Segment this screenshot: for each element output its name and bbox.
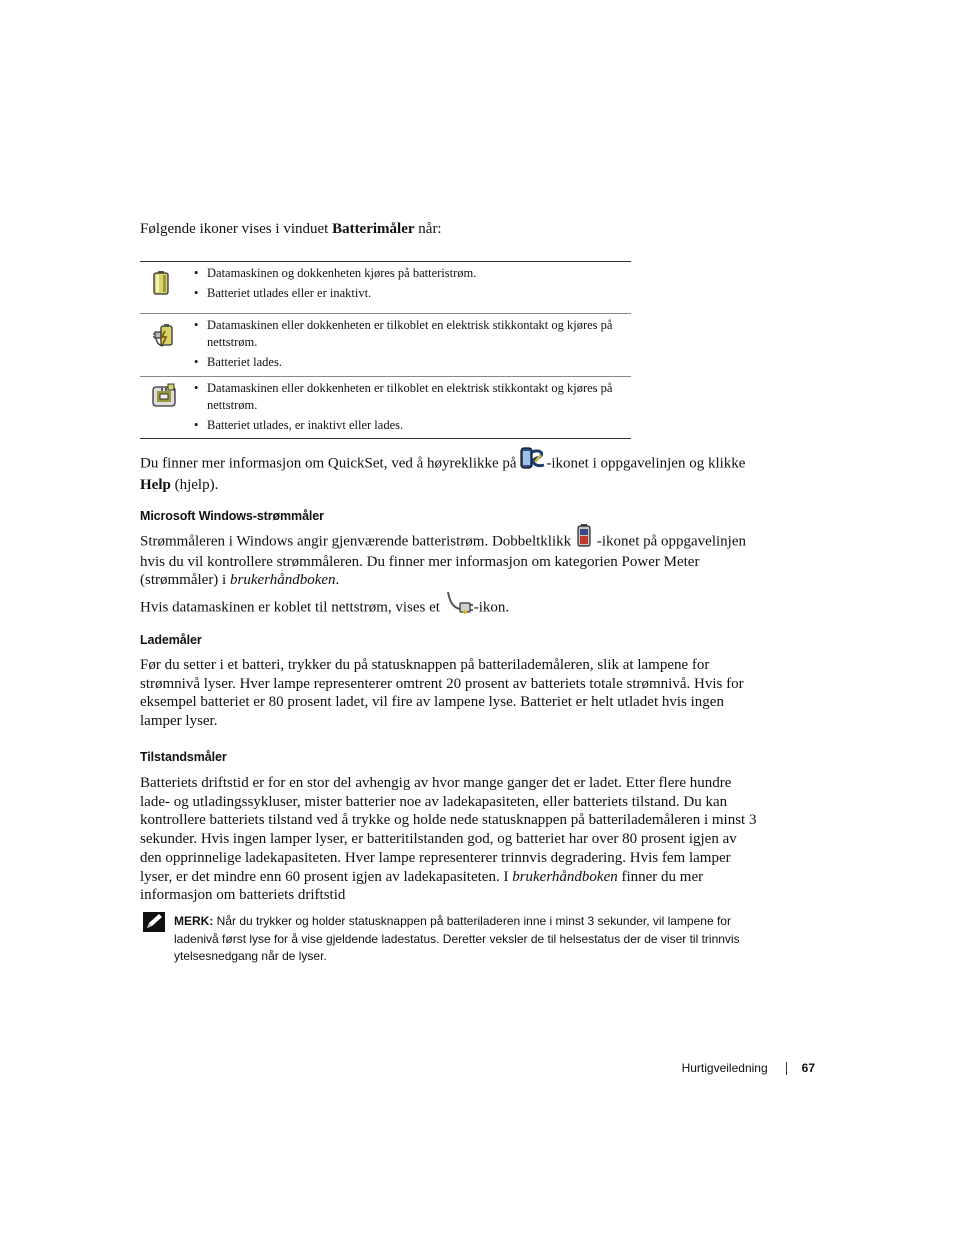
note-text: MERK: Når du trykker og holder statusknappen på batteriladeren inne i minst 3 sekunder, vil lampene for ladenivå først lyse for å vise gjeldende ladestatus. Deretter veksler de til helsestatus der de viser til trinnvis ytelsesnedgang når de lyser. (174, 914, 740, 963)
icon-row-ac-power (140, 376, 631, 438)
power-meter-icon (575, 531, 597, 553)
windows-meter-paragraph: Strømmåleren i Windows angir gjenværende batteristrøm. Dobbeltklikk -ikonet på oppgavelinjen hvis du vil kontrollere strømmåleren. Du finner mer informasjon om kategorien Power Meter (strømmåler) i brukerhåndboken. (140, 531, 760, 590)
ac-power-paragraph: Hvis datamaskinen er koblet til nettstrøm, vises et -ikon. (140, 595, 760, 621)
footer-section-title: Hurtigveiledning (681, 1061, 768, 1075)
section-heading-windows-meter: Microsoft Windows-strømmåler (140, 509, 324, 523)
power-plug-icon (444, 595, 474, 621)
page-footer (640, 1061, 815, 1075)
list-item: • Datamaskinen eller dokkenheten er tilkoblet en elektrisk stikkontakt og kjøres på nettstrøm. (194, 317, 614, 350)
section-heading-health-meter: Tilstandsmåler (140, 750, 227, 764)
icon-table (140, 261, 631, 439)
footer-divider (786, 1062, 787, 1075)
battery-icon (151, 270, 171, 301)
list-item: • Batteriet utlades, er inaktivt eller lades. (194, 417, 614, 434)
icon-row-list (194, 380, 614, 433)
quickset-icon (520, 452, 546, 476)
health-meter-paragraph: Batteriets driftstid er for en stor del avhengig av hvor mange ganger det er ladet. Etter flere hundre lade- og utladingssykluser, mister batterier noe av ladekapasiteten, eller batteriets tilstand. Du kan kontrollere batteriets tilstand ved å trykke og holde nede statusknappen på batterilademåleren i minst 3 sekunder. Hvis ingen lamper lyser, er batteritilstanden god, og batteriet har over 80 prosent igjen av den opprinnelige ladekapasiteten. Hver lampe representerer trinnvis degradering. Hvis fem lamper lyser, er det mindre enn 60 prosent igjen av ladekapasiteten. I brukerhåndboken finner du mer informasjon om batteriets driftstid (140, 775, 757, 904)
page-number: 67 (801, 1061, 815, 1075)
battery-meter-term: Batterimåler (332, 221, 415, 237)
charge-meter-paragraph: Før du setter i et batteri, trykker du på statusknappen på batterilademåleren, slik at lampene for strømnivå lyser. Hver lampe representerer omtrent 20 prosent av batteriets totale strømnivå. Hvis for eksempel batteriet er 80 prosent ladet, vil fire av lampene lyse. Batteriet er helt utladet hvis ingen lamper lyser. (140, 657, 744, 730)
note-pencil-icon (143, 912, 165, 937)
list-item: • Batteriet lades. (194, 354, 614, 371)
list-item: • Datamaskinen eller dokkenheten er tilkoblet en elektrisk stikkontakt og kjøres på nettstrøm. (194, 380, 614, 413)
icon-row-battery (140, 262, 631, 313)
icon-row-list (194, 317, 614, 370)
intro-paragraph: Følgende ikoner vises i vinduet Batterimåler når: (140, 221, 442, 237)
note-label: MERK: (174, 914, 214, 928)
list-item: • Datamaskinen og dokkenheten kjøres på batteristrøm. (194, 265, 614, 282)
section-heading-charge-meter: Lademåler (140, 633, 202, 647)
list-item: • Batteriet utlades eller er inaktivt. (194, 285, 614, 302)
ac-power-plug-icon (151, 383, 177, 414)
icon-row-charging (140, 313, 631, 376)
battery-charging-plug-icon (151, 323, 177, 354)
icon-row-list (194, 265, 614, 302)
quickset-paragraph: Du finner mer informasjon om QuickSet, ved å høyreklikke på -ikonet i oppgavelinjen og klikke Help (hjelp). (140, 452, 760, 494)
